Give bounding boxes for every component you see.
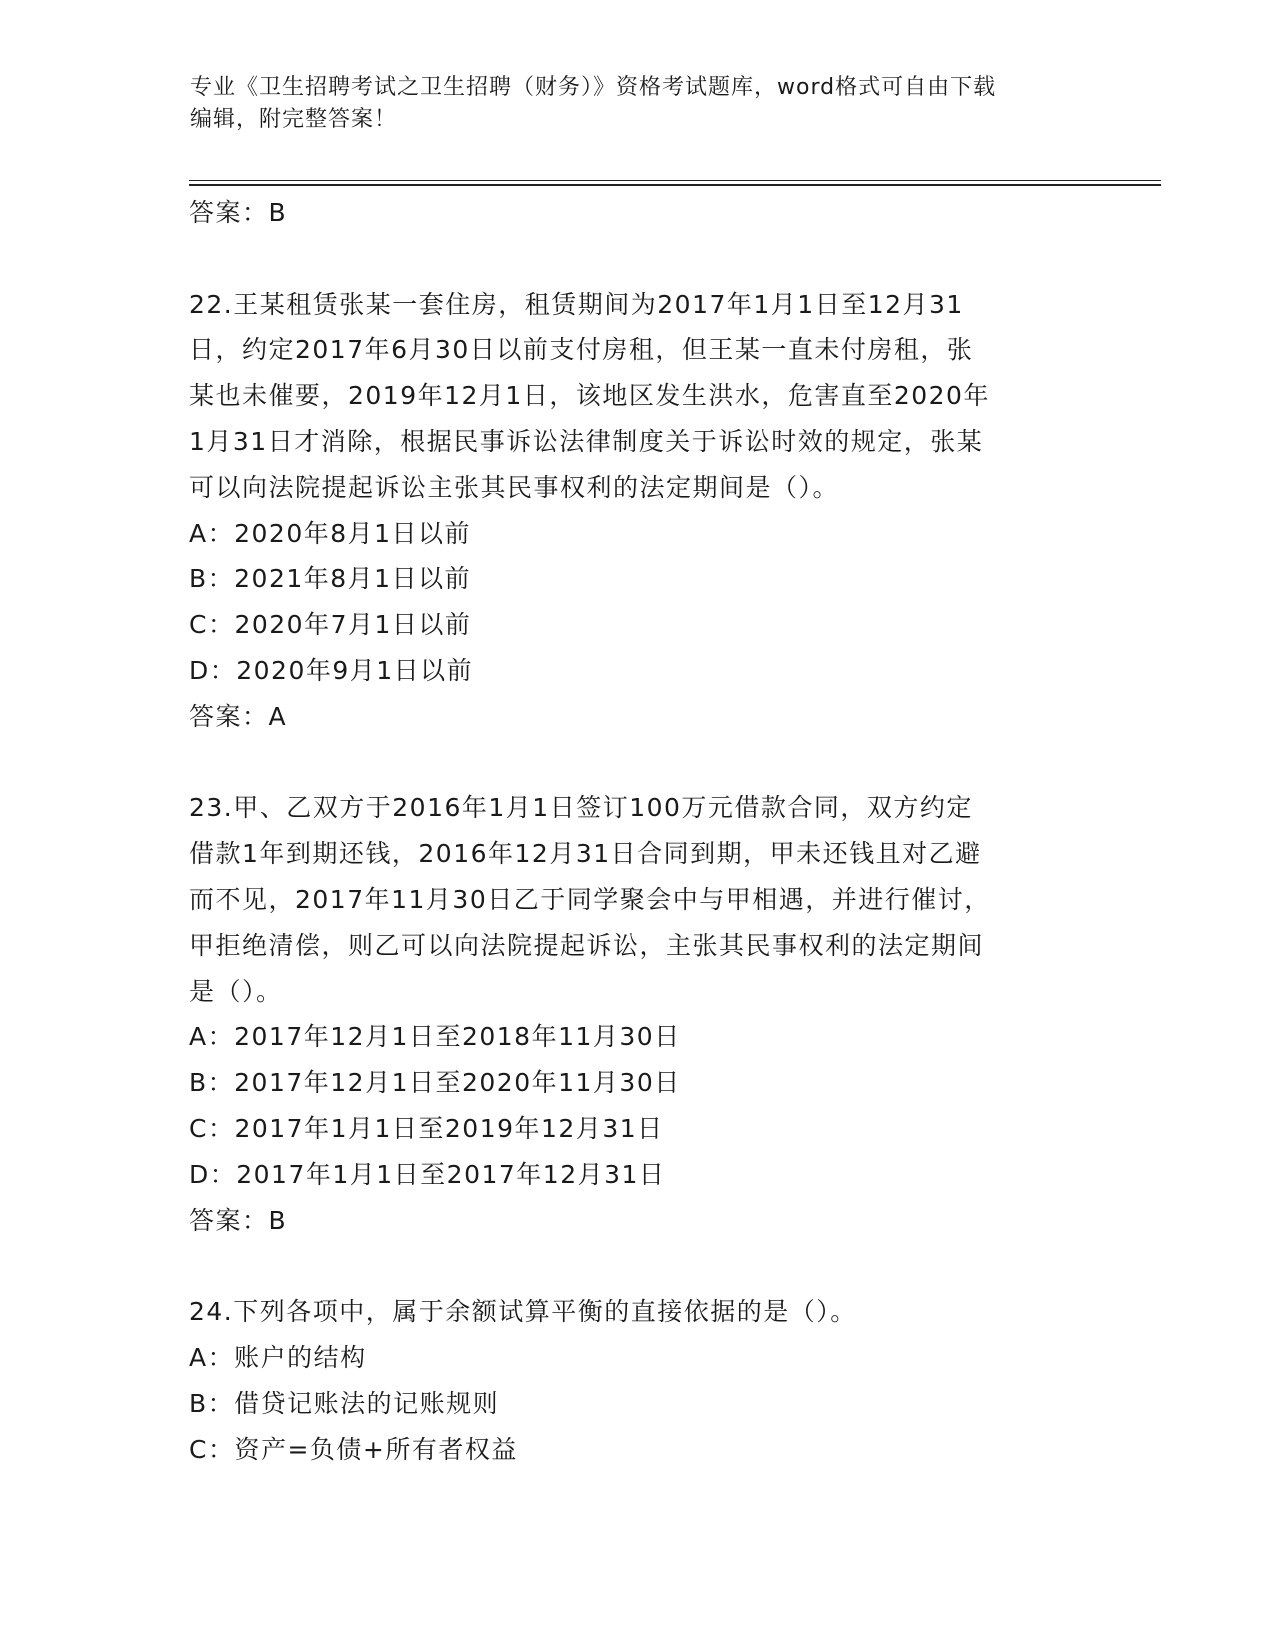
option-d: D：2017年1月1日至2017年12月31日 <box>189 1159 666 1189</box>
question-text-line: 1月31日才消除，根据民事诉讼法律制度关于诉讼时效的规定，张某 <box>189 426 984 456</box>
option-c: C：2017年1月1日至2019年12月31日 <box>189 1113 664 1143</box>
spacer <box>189 236 1069 282</box>
question-24 <box>189 1289 1069 1472</box>
question-text-line: 22.王某租赁张某一套住房，租赁期间为2017年1月1日至12月31 <box>189 289 964 319</box>
question-text-line: 而不见，2017年11月30日乙于同学聚会中与甲相遇，并进行催讨， <box>189 884 991 914</box>
option-a: A：2020年8月1日以前 <box>189 518 472 548</box>
question-text-line: 24.下列各项中，属于余额试算平衡的直接依据的是（）。 <box>189 1297 857 1327</box>
question-text-line: 某也未催要，2019年12月1日，该地区发生洪水，危害直至2020年 <box>189 381 990 411</box>
question-text-line: 是（）。 <box>189 976 283 1006</box>
option-c: C：2020年7月1日以前 <box>189 610 472 640</box>
question-text-line: 日，约定2017年6月30日以前支付房租，但王某一直未付房租，张 <box>189 335 974 365</box>
option-b: B：2017年12月1日至2020年11月30日 <box>189 1068 681 1098</box>
document-header <box>190 72 1070 136</box>
option-a: A：2017年12月1日至2018年11月30日 <box>189 1022 681 1052</box>
option-a: A：账户的结构 <box>189 1342 367 1372</box>
answer: 答案：A <box>189 701 288 731</box>
question-text-line: 可以向法院提起诉讼主张其民事权利的法定期间是（）。 <box>189 472 840 502</box>
question-22 <box>189 282 1069 740</box>
header-line-1: 专业《卫生招聘考试之卫生招聘（财务）》资格考试题库，word格式可自由下载 <box>190 75 997 100</box>
question-text-line: 甲拒绝清偿，则乙可以向法院提起诉讼，主张其民事权利的法定期间 <box>189 930 985 960</box>
answer: 答案：B <box>189 1205 288 1235</box>
question-23 <box>189 785 1069 1243</box>
option-c: C：资产=负债+所有者权益 <box>189 1434 518 1464</box>
question-text-line: 借款1年到期还钱，2016年12月31日合同到期，甲未还钱且对乙避 <box>189 839 982 869</box>
spacer <box>189 740 1069 786</box>
option-d: D：2020年9月1日以前 <box>189 655 474 685</box>
header-line-2: 编辑，附完整答案！ <box>190 107 398 132</box>
spacer <box>189 1243 1069 1289</box>
option-b: B：2021年8月1日以前 <box>189 564 472 594</box>
option-b: B：借贷记账法的记账规则 <box>189 1388 500 1418</box>
header-divider-thin <box>189 180 1161 181</box>
question-text-line: 23.甲、乙双方于2016年1月1日签订100万元借款合同，双方约定 <box>189 793 973 823</box>
question-list <box>189 190 1069 1472</box>
previous-answer: 答案：B <box>189 198 288 227</box>
header-divider-thick <box>189 184 1161 186</box>
